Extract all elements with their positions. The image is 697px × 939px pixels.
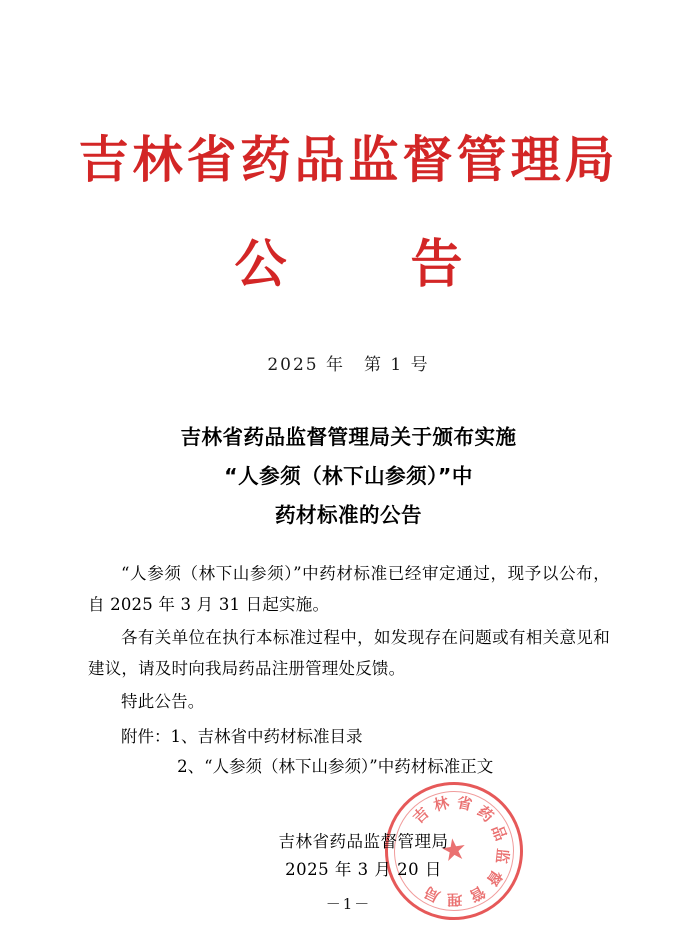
attachment-item-1: 附件：1、吉林省中药材标准目录 <box>121 727 363 746</box>
signature-block <box>0 828 697 884</box>
attachment-list <box>88 722 610 782</box>
seal-star-icon: ★ <box>438 831 470 870</box>
signature-issuer-name: 吉林省药品监督管理局 <box>278 832 449 851</box>
body-paragraph-2: 各有关单位在执行本标准过程中，如发现存在问题或有相关意见和建议，请及时向我局药品注册管理处反馈。 <box>88 628 610 678</box>
signature-date: 2025 年 3 月 20 日 <box>285 860 442 879</box>
issue-number-line: 2025 年 第 1 号 <box>267 355 430 375</box>
body-paragraph-3: 特此公告。 <box>121 692 205 711</box>
masthead-issuer-title: 吉林省药品监督管理局 <box>78 131 619 189</box>
document-body <box>88 558 610 719</box>
document-title <box>88 418 609 535</box>
page-number: －1－ <box>325 895 372 913</box>
document-type-heading: 公 告 <box>234 235 499 295</box>
seal-ring-text: 吉 林 省 药 品 监 督 管 理 局 <box>409 793 512 909</box>
document-title-line-1: 吉林省药品监督管理局关于颁布实施 <box>180 425 517 449</box>
attachment-item-2: 2、“人参须（林下山参须）”中药材标准正文 <box>177 757 494 776</box>
document-title-line-2: “人参须（林下山参须）”中 <box>224 463 473 488</box>
body-paragraph-1: “人参须（林下山参须）”中药材标准已经审定通过，现予以公布，自 2025 年 3 月 31 日起实施。 <box>88 564 610 614</box>
document-title-line-3: 药材标准的公告 <box>275 502 422 527</box>
